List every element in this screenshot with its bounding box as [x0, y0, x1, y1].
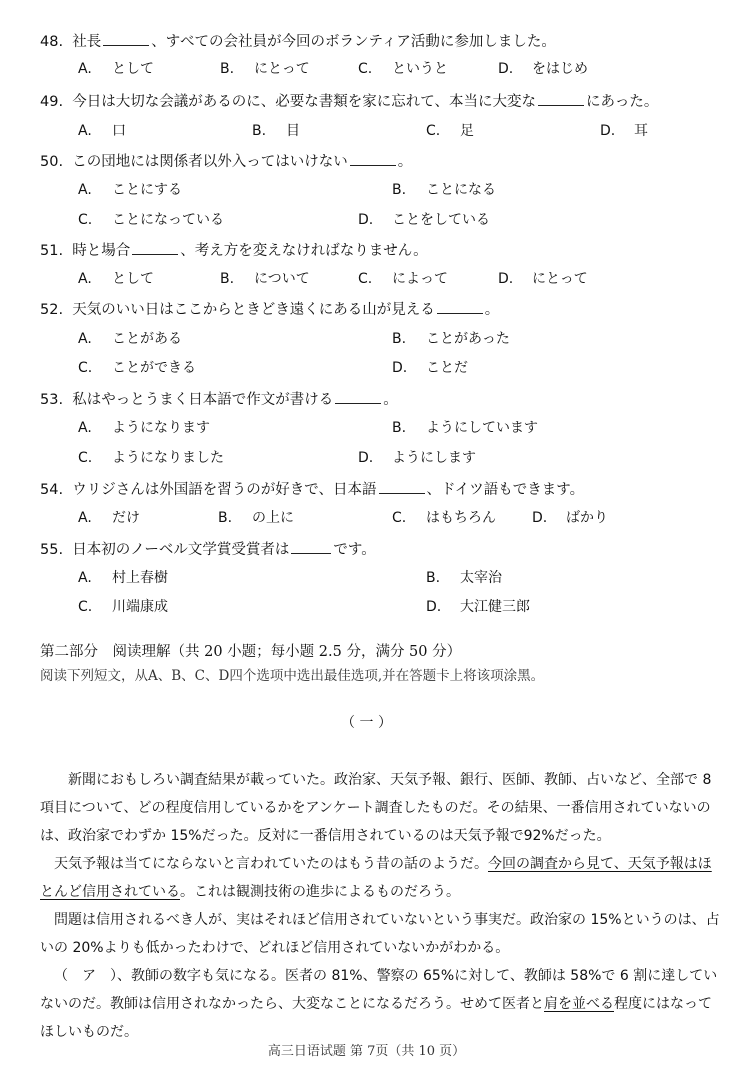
option-b: B. にとって — [220, 61, 310, 77]
underlined-phrase: 肩を並べる — [544, 996, 614, 1012]
question-number: 52. — [40, 302, 64, 318]
option-d: D. をはじめ — [498, 61, 588, 77]
option-d: D. 耳 — [600, 123, 648, 139]
option-b: B. の上に — [218, 510, 294, 526]
option-c: C. 足 — [426, 123, 474, 139]
option-c: C. ようになりました — [78, 450, 224, 466]
question-text-end: 、考え方を変えなければなりません。 — [180, 243, 428, 259]
option-c: C. というと — [358, 61, 448, 77]
option-c: C. によって — [358, 271, 448, 287]
question-text-end: 。 — [484, 302, 500, 318]
option-b: B. ことがあった — [392, 331, 510, 347]
question-50 — [40, 150, 412, 171]
option-c: C. はもちろん — [392, 510, 496, 526]
option-a: A. ことにする — [78, 182, 182, 198]
option-d: D. にとって — [498, 271, 588, 287]
question-number: 50. — [40, 154, 64, 170]
underlined-sentence: 今回の調査から見て、天気予報はほとんど信用されている — [40, 856, 712, 900]
option-b: B. ことになる — [392, 182, 496, 198]
option-c: C. ことができる — [78, 360, 196, 376]
option-a: A. として — [78, 61, 154, 77]
option-c: C. ことになっている — [78, 212, 224, 228]
option-a: A. ことがある — [78, 331, 182, 347]
option-a: A. だけ — [78, 510, 140, 526]
question-54 — [40, 478, 584, 499]
paragraph-text: 問題は信用されるべき人が、実はそれほど信用されていないという事実だ。政治家の 15%というのは、占いの 20%よりも低かったわけで、どれほど信用されていないかがわかる。 — [40, 912, 720, 956]
question-number: 55. — [40, 542, 64, 558]
option-d: D. ことをしている — [358, 212, 490, 228]
option-b: B. について — [220, 271, 310, 287]
option-d: D. ばかり — [532, 510, 608, 526]
answer-blank — [103, 33, 149, 46]
question-text: 私はやっとうまく日本語で作文が書ける — [72, 392, 334, 408]
answer-blank — [538, 93, 584, 106]
question-text: ウリジさんは外国語を習うのが好きで、日本語 — [72, 482, 377, 498]
question-number: 49. — [40, 94, 64, 110]
question-text: 天気のいい日はここからときどき遠くにある山が見える — [72, 302, 435, 318]
question-number: 54. — [40, 482, 64, 498]
question-text: 今日は大切な会議があるのに、必要な書類を家に忘れて、本当に大変な — [72, 94, 536, 110]
option-d: D. ようにします — [358, 450, 476, 466]
passage-number: （ 一 ） — [341, 715, 392, 731]
question-number: 51. — [40, 243, 64, 259]
paragraph-text-end: 。これは観測技術の進歩によるものだろう。 — [180, 884, 460, 900]
passage-paragraph-1 — [40, 766, 720, 850]
passage-paragraph-2 — [40, 850, 720, 906]
passage-paragraph-4 — [40, 962, 720, 1046]
section-title: 第二部分 阅读理解（共 20 小题；每小题 2.5 分，满分 50 分） — [40, 644, 462, 660]
page-footer: 高三日语试题 第 7页（共 10 页） — [267, 1044, 466, 1059]
answer-blank — [335, 391, 381, 404]
option-a: A. ようになります — [78, 420, 210, 436]
option-d: D. 大江健三郎 — [426, 599, 530, 615]
paragraph-text-end: 程度にはなってほしいものだ。 — [40, 996, 712, 1040]
question-text-end: 、ドイツ語もできます。 — [426, 482, 585, 498]
answer-blank — [437, 301, 483, 314]
option-b: B. ようにしています — [392, 420, 538, 436]
answer-blank — [132, 242, 178, 255]
option-c: C. 川端康成 — [78, 599, 168, 615]
question-48 — [40, 30, 556, 51]
question-number: 53. — [40, 392, 64, 408]
answer-blank — [350, 153, 396, 166]
question-text: 日本初のノーベル文学賞受賞者は — [72, 542, 290, 558]
option-a: A. 村上春樹 — [78, 570, 168, 586]
paragraph-text: 天気予報は当てにならないと言われていたのはもう昔の話のようだ。 — [54, 856, 488, 872]
answer-blank — [379, 481, 425, 494]
question-52 — [40, 298, 499, 319]
question-text-end: にあった。 — [586, 94, 659, 110]
section-instruction: 阅读下列短文，从A、B、C、D四个选项中选出最佳选项,并在答题卡上将该项涂黑。 — [40, 668, 545, 684]
question-text: この団地には関係者以外入ってはいけない — [72, 154, 348, 170]
question-49 — [40, 90, 658, 111]
option-b: B. 太宰治 — [426, 570, 502, 586]
question-number: 48. — [40, 34, 64, 50]
question-text-end: 、すべての会社員が今回のボランティア活動に参加しました。 — [151, 34, 556, 50]
question-text-end: 。 — [383, 392, 398, 408]
question-text: 時と場合 — [72, 243, 131, 259]
question-text: 社長 — [72, 34, 102, 50]
question-text-end: です。 — [333, 542, 376, 558]
paragraph-text: （ ア ）、教師の数字も気になる。医者の 81%、警察の 65%に対して、教師は 58%で 6 割に達していないのだ。教師は信用されなかったら、大変なことになるだろう。せめて医者と — [40, 968, 718, 1012]
option-a: A. として — [78, 271, 154, 287]
paragraph-text: 新聞におもしろい調査結果が載っていた。政治家、天気予報、銀行、医師、教師、占いなど、全部で 8 項目について、どの程度信用しているかをアンケート調査したものだ。その結果、一番信用されていないのは、政治家でわずか 15%だった。反対に一番信用されているのは天気予報で92%だった。 — [40, 772, 712, 844]
option-b: B. 目 — [252, 123, 300, 139]
answer-blank — [291, 541, 331, 554]
question-51 — [40, 239, 428, 260]
passage-paragraph-3 — [40, 906, 720, 962]
option-a: A. 口 — [78, 123, 126, 139]
option-d: D. ことだ — [392, 360, 468, 376]
question-53 — [40, 388, 398, 409]
question-55 — [40, 538, 376, 559]
question-text-end: 。 — [397, 154, 413, 170]
